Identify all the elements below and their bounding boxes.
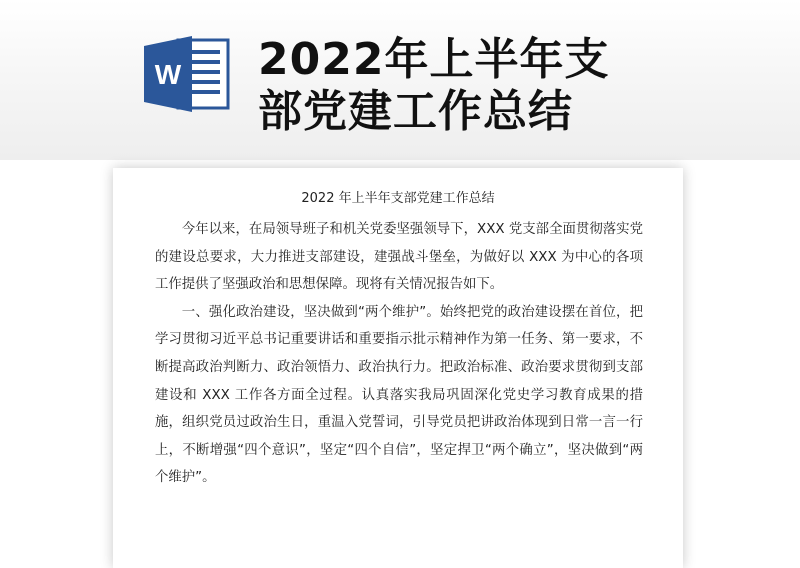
page-title: 2022年上半年支 部党建工作总结 [258,34,610,137]
paragraph: 今年以来，在局领导班子和机关党委坚强领导下，XXX 党支部全面贯彻落实党的建设总要求，大力推进支部建设，建强战斗堡垒，为做好以 XXX 为中心的各项工作提供了坚强政治和思想保障。现将有关情况报告如下。 [155,222,643,293]
word-icon-letter: W [154,59,182,90]
document-title: 2022 年上半年支部党建工作总结 [301,191,495,206]
document-body [155,216,643,492]
document-page [113,168,683,568]
word-document-icon [142,34,232,114]
paragraph: 一、强化政治建设，坚决做到“两个维护”。始终把党的政治建设摆在首位，把学习贯彻习近平总书记重要讲话和重要指示批示精神作为第一任务、第一要求，不断提高政治判断力、政治领悟力、政治执行力。把政治标准、政治要求贯彻到支部建设和 XXX 工作各方面全过程。认真落实我局巩固深化党史学习教育成果的措施，组织党员过政治生日，重温入党誓词，引导党员把讲政治体现到日常一言一行上，不断增强“四个意识”，坚定“四个自信”，坚定捍卫“两个确立”，坚决做到“两个维护”。 [155,304,643,486]
